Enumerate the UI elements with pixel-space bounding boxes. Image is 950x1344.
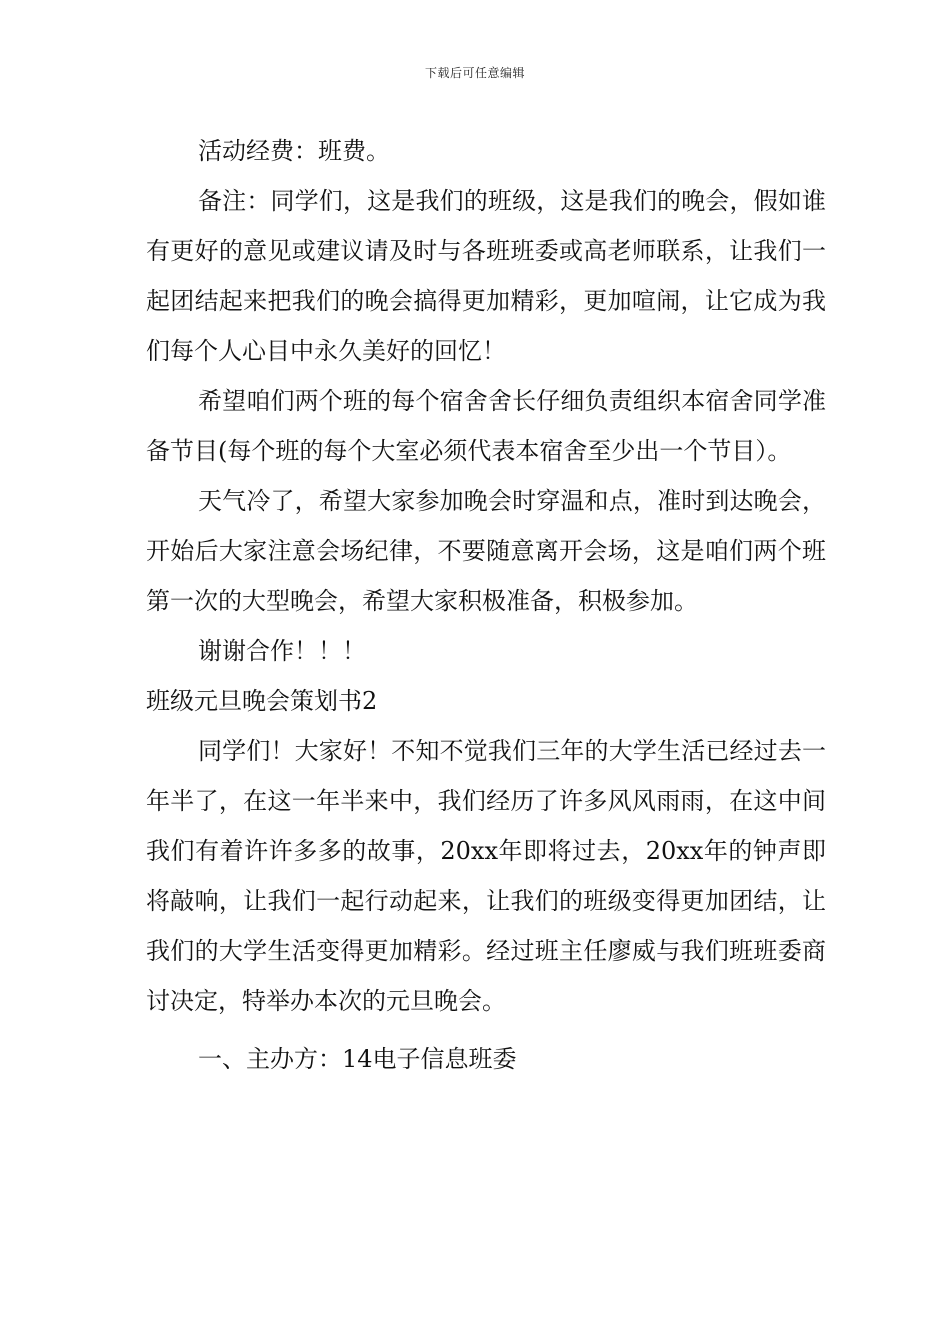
paragraph-organizer: 一、主办方：14电子信息班委 xyxy=(198,1045,517,1073)
paragraph-intro: 同学们！大家好！不知不觉我们三年的大学生活已经过去一年半了，在这一年半来中，我们经历了许多风风雨雨，在这中间我们有着许许多多的故事，20xx年即将过去，20xx年的钟声即将敲响，让我们一起行动起来，让我们的班级变得更加团结，让我们的大学生活变得更加精彩。经过班主任廖威与我们班班委商讨决定，特举办本次的元旦晚会。 xyxy=(146,737,826,1015)
paragraph-dorm-programs: 希望咱们两个班的每个宿舍舍长仔细负责组织本宿舍同学准备节目(每个班的每个大室必须代表本宿舍至少出一个节目）。 xyxy=(146,387,826,465)
section-heading: 班级元旦晚会策划书2 xyxy=(146,687,378,715)
document-body xyxy=(146,126,826,1084)
paragraph-thanks: 谢谢合作！！！ xyxy=(198,637,366,665)
paragraph-funding: 活动经费：班费。 xyxy=(198,137,390,165)
paragraph-weather: 天气冷了，希望大家参加晚会时穿温和点，准时到达晚会，开始后大家注意会场纪律，不要随意离开会场，这是咱们两个班第一次的大型晚会，希望大家积极准备，积极参加。 xyxy=(146,487,826,615)
page-header: 下载后可任意编辑 xyxy=(424,66,525,80)
paragraph-note: 备注：同学们，这是我们的班级，这是我们的晚会，假如谁有更好的意见或建议请及时与各班班委或高老师联系，让我们一起团结起来把我们的晚会搞得更加精彩，更加喧闹，让它成为我们每个人心目中永久美好的回忆！ xyxy=(146,187,826,365)
paragraph-spacer xyxy=(146,1026,826,1034)
